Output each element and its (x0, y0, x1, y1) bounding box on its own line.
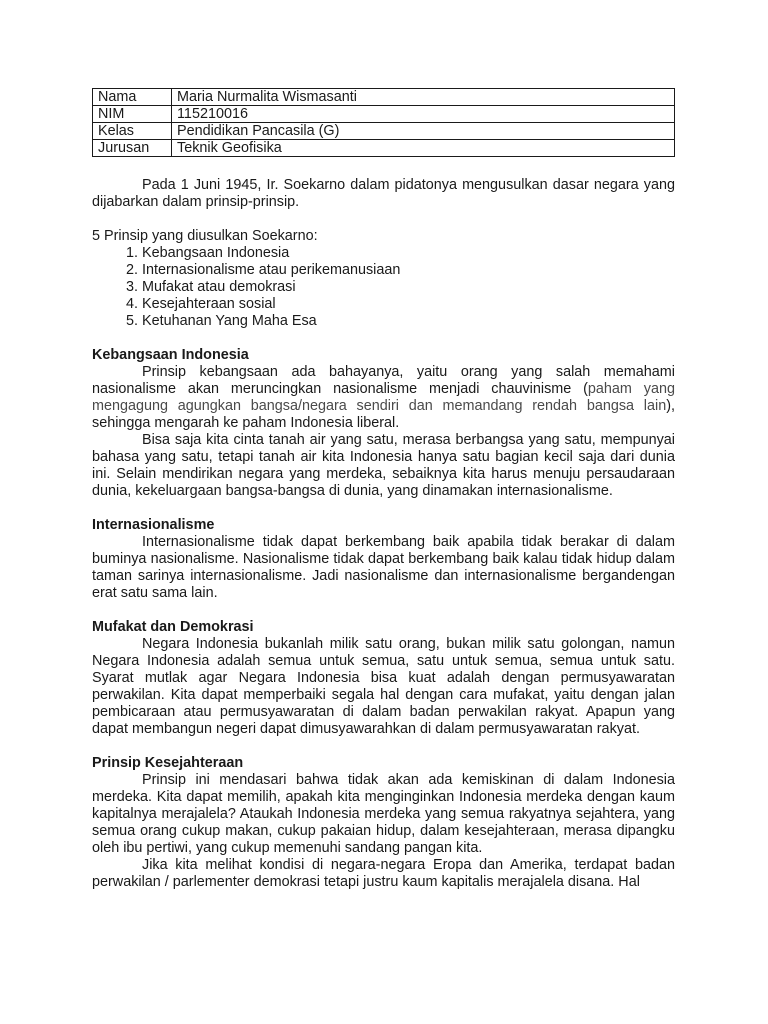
table-row (93, 106, 675, 123)
list-item: 3. Mufakat atau demokrasi (142, 279, 675, 296)
list-item: 4. Kesejahteraan sosial (142, 296, 675, 313)
info-value: Teknik Geofisika (172, 140, 675, 157)
info-key: Jurusan (93, 140, 172, 157)
info-key: Kelas (93, 123, 172, 140)
list-item: 5. Ketuhanan Yang Maha Esa (142, 313, 675, 330)
section-heading-kesejahteraan: Prinsip Kesejahteraan (92, 755, 244, 771)
document-body (92, 88, 675, 891)
info-value: Maria Nurmalita Wismasanti (172, 89, 675, 106)
info-value: Pendidikan Pancasila (G) (172, 123, 675, 140)
student-info-table (92, 88, 675, 157)
paragraph: Negara Indonesia bukanlah milik satu orang, bukan milik satu golongan, namun Negara Indonesia adalah semua untuk semua, satu untuk semua, semua untuk satu. Syarat mutlak agar Negara Indonesia bisa kuat adalah dengan permusyawaratan perwakilan. Kita dapat memperbaiki segala hal dengan cara mufakat, yaitu dengan jalan pembicaraan atau permusyawaratan di dalam badan perwakilan rakyat. Apapun yang dapat membangun negeri dapat dimusyawarahkan di dalam permusyawaratan rakyat. (92, 636, 675, 737)
section-heading-mufakat: Mufakat dan Demokrasi (92, 619, 254, 635)
paragraph: Internasionalisme tidak dapat berkembang baik apabila tidak berakar di dalam buminya nasionalisme. Nasionalisme tidak dapat berkembang baik kalau tidak hidup dalam taman sarinya internasionalisme. Jadi nasionalisme dan internasionalisme bergandengan erat satu sama lain. (92, 534, 675, 601)
principles-list (92, 245, 675, 330)
principles-list-title: 5 Prinsip yang diusulkan Soekarno: (92, 228, 318, 244)
info-value: 115210016 (172, 106, 675, 123)
paragraph-text: ), sehingga mengarah ke paham Indonesia liberal. (92, 398, 675, 431)
info-key: Nama (93, 89, 172, 106)
intro-paragraph: Pada 1 Juni 1945, Ir. Soekarno dalam pidatonya mengusulkan dasar negara yang dijabarkan dalam prinsip-prinsip. (92, 177, 675, 210)
paragraph: Prinsip ini mendasari bahwa tidak akan ada kemiskinan di dalam Indonesia merdeka. Kita dapat memilih, apakah kita menginginkan Indonesia merdeka dengan kaum kapitalnya merajalela? Ataukah Indonesia merdeka yang semua rakyatnya sejahtera, yang semua orang cukup makan, cukup pakaian hidup, dalam kesejahteraan, merasa dipangku oleh ibu pertiwi, yang cukup memenuhi sandang pangan kita. (92, 772, 675, 856)
list-item: 2. Internasionalisme atau perikemanusiaan (142, 262, 675, 279)
paragraph: Jika kita melihat kondisi di negara-negara Eropa dan Amerika, terdapat badan perwakilan / parlementer demokrasi tetapi justru kaum kapitalis merajalela disana. Hal (92, 857, 675, 890)
info-key: NIM (93, 106, 172, 123)
section-heading-kebangsaan: Kebangsaan Indonesia (92, 347, 249, 363)
paragraph-aside: paham yang mengagung agungkan bangsa/negara sendiri dan memandang rendah bangsa lain (92, 381, 675, 414)
list-item: 1. Kebangsaan Indonesia (142, 245, 675, 262)
paragraph-text: Prinsip kebangsaan ada bahayanya, yaitu orang yang salah memahami nasionalisme akan meruncingkan nasionalisme menjadi chauvinisme ( (92, 364, 675, 397)
paragraph: Bisa saja kita cinta tanah air yang satu, merasa berbangsa yang satu, mempunyai bahasa yang satu, tetapi tanah air kita Indonesia hanya satu bagian kecil saja dari dunia ini. Selain mendirikan negara yang merdeka, sebaiknya kita harus menuju persaudaraan dunia, kekeluargaan bangsa-bangsa di dunia, yang dinamakan internasionalisme. (92, 432, 675, 499)
paragraph (92, 364, 675, 432)
table-row (93, 89, 675, 106)
table-row (93, 140, 675, 157)
section-heading-internasionalisme: Internasionalisme (92, 517, 215, 533)
table-row (93, 123, 675, 140)
